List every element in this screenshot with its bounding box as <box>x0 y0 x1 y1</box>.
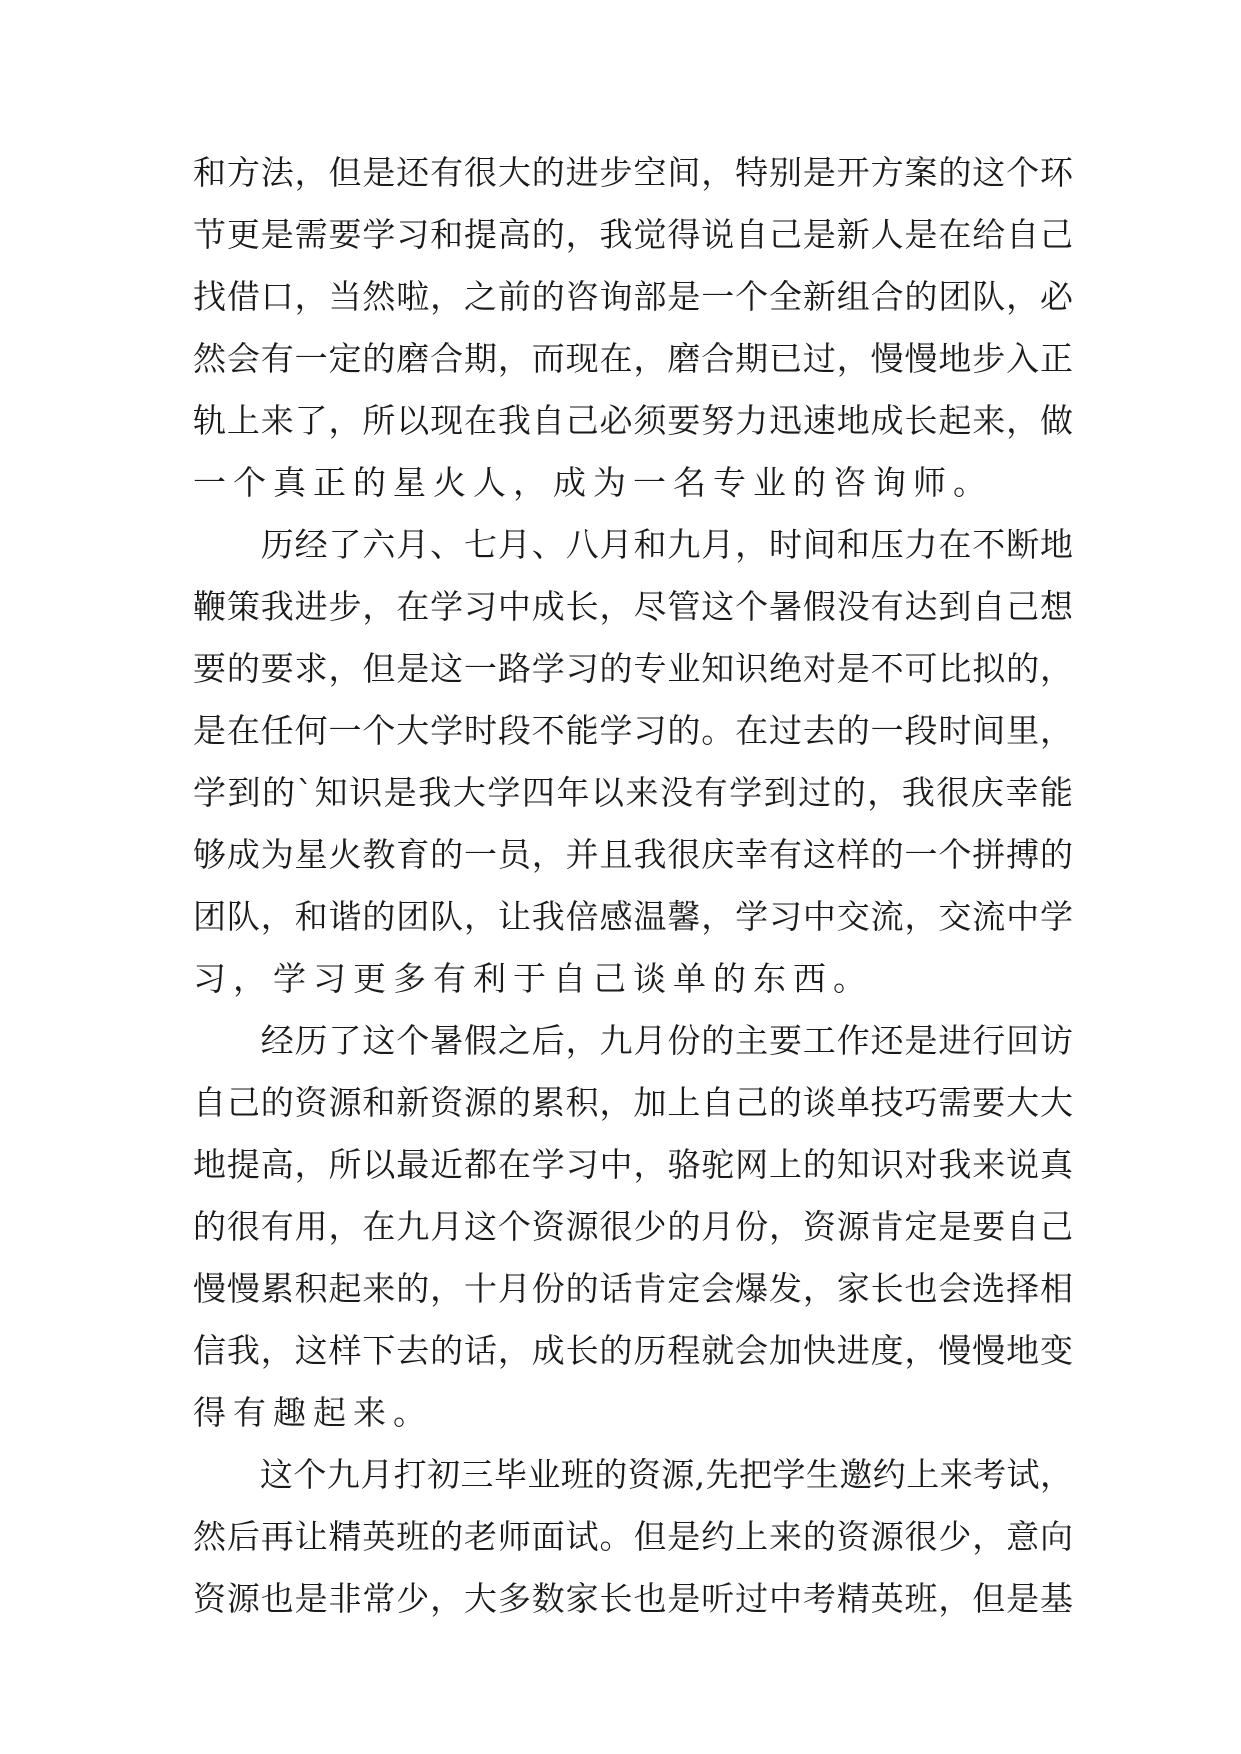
text-line: 是在任何一个大学时段不能学习的。在过去的一段时间里， <box>193 711 1073 750</box>
text-line: 历经了六月、七月、八月和九月，时间和压力在不断地 <box>193 525 1073 564</box>
text-line: 经历了这个暑假之后，九月份的主要工作还是进行回访 <box>193 1021 1073 1060</box>
text-line: 慢慢累积起来的，十月份的话肯定会爆发，家长也会选择相 <box>193 1269 1073 1308</box>
text-line: 得有趣起来。 <box>193 1393 433 1432</box>
text-line: 一个真正的星火人，成为一名专业的咨询师。 <box>193 463 993 502</box>
text-line: 自己的资源和新资源的累积，加上自己的谈单技巧需要大大 <box>193 1083 1073 1122</box>
text-line: 习，学习更多有利于自己谈单的东西。 <box>193 959 873 998</box>
text-line: 资源也是非常少，大多数家长也是听过中考精英班，但是基 <box>193 1579 1073 1618</box>
text-line: 信我，这样下去的话，成长的历程就会加快进度，慢慢地变 <box>193 1331 1073 1370</box>
text-line: 然会有一定的磨合期，而现在，磨合期已过，慢慢地步入正 <box>193 339 1073 378</box>
text-line: 这个九月打初三毕业班的资源,先把学生邀约上来考试， <box>193 1455 1073 1494</box>
text-line: 轨上来了，所以现在我自己必须要努力迅速地成长起来，做 <box>193 401 1073 440</box>
text-line: 学到的`知识是我大学四年以来没有学到过的，我很庆幸能 <box>193 773 1073 812</box>
text-line: 和方法，但是还有很大的进步空间，特别是开方案的这个环 <box>193 153 1073 192</box>
document-body <box>193 142 1073 1630</box>
text-line: 鞭策我进步，在学习中成长，尽管这个暑假没有达到自己想 <box>193 587 1073 626</box>
text-line: 的很有用，在九月这个资源很少的月份，资源肯定是要自己 <box>193 1207 1073 1246</box>
text-line: 够成为星火教育的一员，并且我很庆幸有这样的一个拼搏的 <box>193 835 1073 874</box>
text-line: 找借口，当然啦，之前的咨询部是一个全新组合的团队，必 <box>193 277 1073 316</box>
text-line: 节更是需要学习和提高的，我觉得说自己是新人是在给自己 <box>193 215 1073 254</box>
text-line: 要的要求，但是这一路学习的专业知识绝对是不可比拟的， <box>193 649 1073 688</box>
text-line: 地提高，所以最近都在学习中，骆驼网上的知识对我来说真 <box>193 1145 1073 1184</box>
text-line: 团队，和谐的团队，让我倍感温馨，学习中交流，交流中学 <box>193 897 1073 936</box>
text-line: 然后再让精英班的老师面试。但是约上来的资源很少，意向 <box>193 1517 1073 1556</box>
